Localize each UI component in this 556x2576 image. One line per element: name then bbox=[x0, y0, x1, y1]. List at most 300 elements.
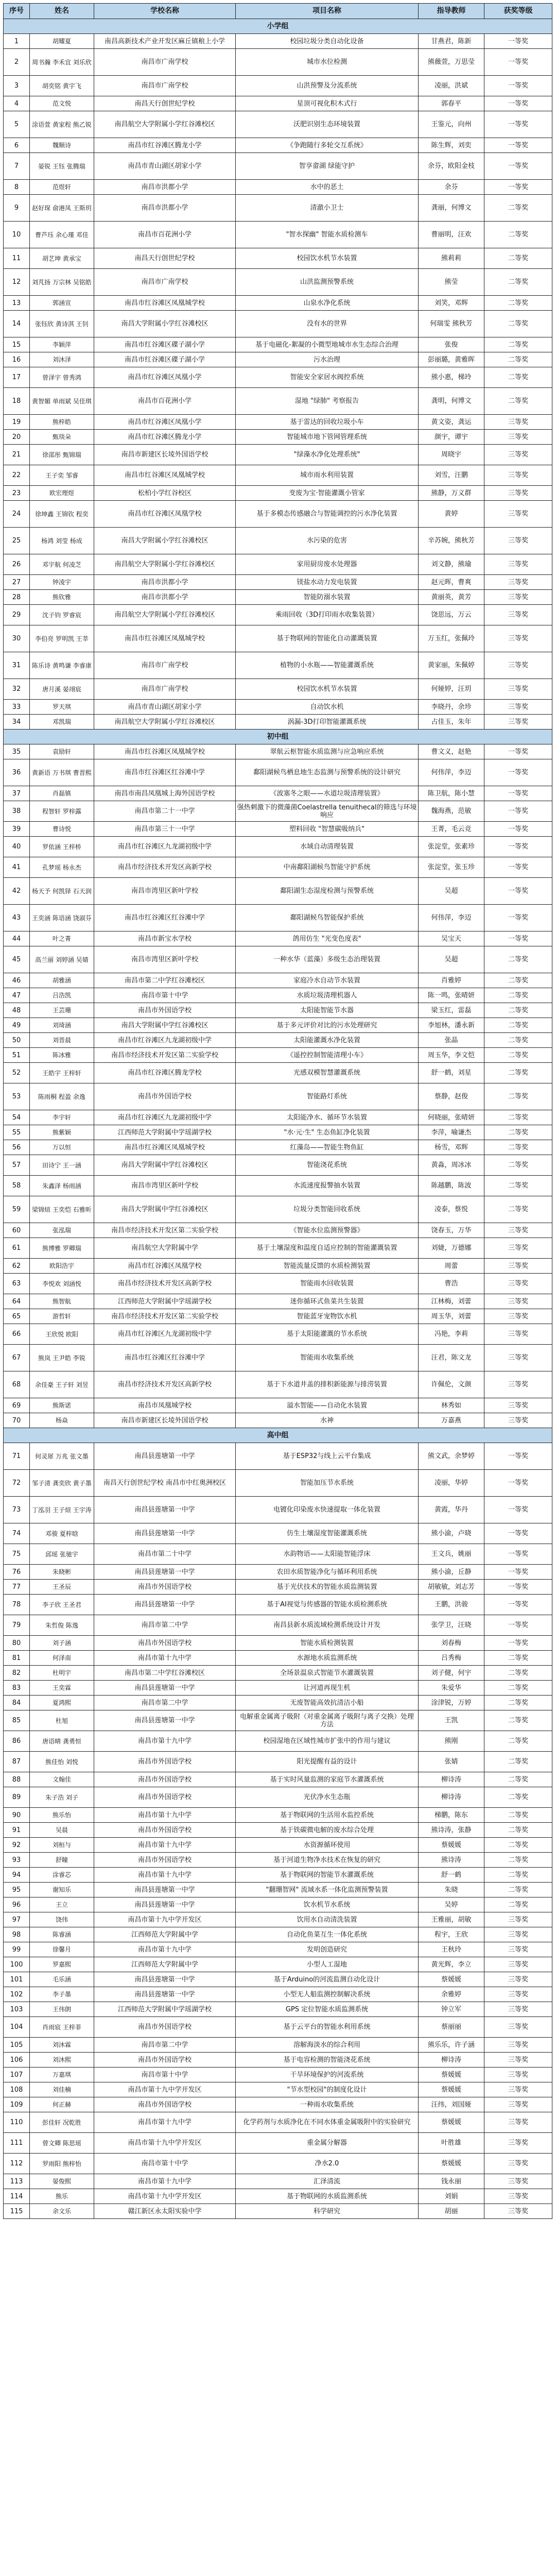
cell-students: 熊紫颖 bbox=[30, 1125, 94, 1140]
cell-project: 基于土壤湿度和温度自适应控制的智能灌溉装置 bbox=[236, 1238, 419, 1259]
cell-teacher: 余芬 bbox=[419, 180, 484, 195]
cell-teacher: 王菁，毛云竞 bbox=[419, 822, 484, 837]
cell-students: 李悦欢 刘涵悦 bbox=[30, 1274, 94, 1294]
cell-award: 三等奖 bbox=[484, 1223, 552, 1238]
cell-school: 南昌航空大学附属小学红谷滩校区 bbox=[94, 715, 236, 730]
cell-students: 肖磊镇 bbox=[30, 786, 94, 801]
cell-school: 南昌天行创世纪学校 bbox=[94, 96, 236, 111]
cell-project: 红藻岛——智能生物鱼缸 bbox=[236, 1140, 419, 1155]
cell-teacher: 熊诗涛 bbox=[419, 1853, 484, 1868]
cell-index: 75 bbox=[4, 1544, 30, 1565]
cell-students: 余文乐 bbox=[30, 2204, 94, 2219]
cell-award: 三等奖 bbox=[484, 1274, 552, 1294]
cell-teacher: 王凯 bbox=[419, 1710, 484, 1731]
cell-project: 智能安全家居水阀控系统 bbox=[236, 367, 419, 388]
cell-project: 太阳能灌溉水净化装置 bbox=[236, 1033, 419, 1048]
cell-school: 南昌市外国语学校 bbox=[94, 1853, 236, 1868]
cell-project: 城市水位检测 bbox=[236, 49, 419, 76]
cell-index: 21 bbox=[4, 445, 30, 465]
cell-school: 南昌市广南学校 bbox=[94, 76, 236, 96]
cell-index: 79 bbox=[4, 1615, 30, 1636]
cell-project: 基于多模态传感融合与智能调控的污水净化装置 bbox=[236, 501, 419, 528]
cell-school: 南昌天行创世纪学校 bbox=[94, 248, 236, 269]
table-row bbox=[4, 2038, 552, 2053]
table-row bbox=[4, 2002, 552, 2017]
cell-project: 无废智能高效抗清洁小船 bbox=[236, 1696, 419, 1710]
cell-teacher: 涂津锐，万婷 bbox=[419, 1696, 484, 1710]
cell-project: 农田水质智能净化与循环利用系统 bbox=[236, 1565, 419, 1580]
cell-index: 52 bbox=[4, 1063, 30, 1083]
cell-teacher: 梁玉红，雷磊 bbox=[419, 1003, 484, 1018]
cell-students: 黄新语 万书琪 曹晋熙 bbox=[30, 759, 94, 786]
cell-school: 南昌市红谷滩区凤凰学校 bbox=[94, 1259, 236, 1274]
cell-students: 欧阳浩宇 bbox=[30, 1259, 94, 1274]
cell-students: 沈子钧 罗睿宸 bbox=[30, 605, 94, 625]
cell-index: 61 bbox=[4, 1238, 30, 1259]
cell-index: 66 bbox=[4, 1324, 30, 1345]
cell-students: 熊梓皓 bbox=[30, 415, 94, 430]
cell-award: 二等奖 bbox=[484, 269, 552, 296]
cell-index: 7 bbox=[4, 153, 30, 180]
cell-project: 校园垃圾分类自动化设备 bbox=[236, 34, 419, 49]
cell-students: 晏俊熙 bbox=[30, 2174, 94, 2189]
cell-award: 三等奖 bbox=[484, 1398, 552, 1413]
cell-students: 文翰佳 bbox=[30, 1772, 94, 1787]
cell-school: 南昌市广南学校 bbox=[94, 269, 236, 296]
cell-project: 强热刺激下的微藻菌Coelastrella tenuithecal的筛选与环境响应 bbox=[236, 801, 419, 822]
cell-project: 《波塞冬之眼——水道垃圾清理装置》 bbox=[236, 786, 419, 801]
header-name: 姓名 bbox=[30, 4, 94, 19]
cell-school: 南昌市红谷滩区腾龙小学 bbox=[94, 430, 236, 445]
table-row bbox=[4, 946, 552, 973]
cell-school: 南昌市青山湖区胡家小学 bbox=[94, 153, 236, 180]
cell-students: 游哲轩 bbox=[30, 1309, 94, 1324]
table-row bbox=[4, 1681, 552, 1696]
cell-teacher: 蔡媛媛 bbox=[419, 2082, 484, 2097]
cell-school: 南昌市广南学校 bbox=[94, 652, 236, 679]
table-row bbox=[4, 138, 552, 153]
cell-project: 基于物联网的智能节水灌溉系统 bbox=[236, 1868, 419, 1883]
cell-project: 智能流量反馈的水质检测装置 bbox=[236, 1259, 419, 1274]
cell-project: 发明创造研究 bbox=[236, 1942, 419, 1957]
cell-teacher: 王秋玲 bbox=[419, 1942, 484, 1957]
cell-award: 一等奖 bbox=[484, 49, 552, 76]
cell-school: 南昌市第十九中学 bbox=[94, 2174, 236, 2189]
cell-project: 全场景温泉式智能节水灌溉装置 bbox=[236, 1666, 419, 1681]
cell-teacher: 熊诗涛，张静 bbox=[419, 1823, 484, 1838]
cell-award: 二等奖 bbox=[484, 1823, 552, 1838]
table-row bbox=[4, 465, 552, 486]
cell-award: 二等奖 bbox=[484, 1140, 552, 1155]
cell-teacher: 余芬，欧阳金枝 bbox=[419, 153, 484, 180]
cell-project: 水神 bbox=[236, 1413, 419, 1428]
cell-index: 44 bbox=[4, 931, 30, 946]
table-row bbox=[4, 1752, 552, 1772]
table-row bbox=[4, 1544, 552, 1565]
cell-teacher: 刘春梅 bbox=[419, 1636, 484, 1651]
cell-project: 基于电容检测的智能浇花系统 bbox=[236, 2053, 419, 2067]
cell-project: 溢水智能——自动化水装置 bbox=[236, 1398, 419, 1413]
table-row bbox=[4, 1787, 552, 1808]
cell-school: 南昌市湾里区新叶学校 bbox=[94, 878, 236, 905]
cell-teacher: 周晓宇 bbox=[419, 445, 484, 465]
cell-award: 三等奖 bbox=[484, 605, 552, 625]
cell-school: 赣江新区永太阳实验中学 bbox=[94, 2204, 236, 2219]
table-row bbox=[4, 352, 552, 367]
cell-teacher: 许佩伦，文颜 bbox=[419, 1371, 484, 1398]
cell-students: 熊岚 王尹皓 李锐 bbox=[30, 1345, 94, 1371]
cell-project: 星顶可视化积木式行 bbox=[236, 96, 419, 111]
cell-project: 中南鄱阳湖候鸟智能守护系统 bbox=[236, 857, 419, 878]
cell-award: 三等奖 bbox=[484, 1927, 552, 1942]
cell-project: GPS 定位智能水质监测系统 bbox=[236, 2002, 419, 2017]
cell-award: 一等奖 bbox=[484, 931, 552, 946]
cell-award: 三等奖 bbox=[484, 625, 552, 652]
cell-school: 南昌市外国语学校 bbox=[94, 1580, 236, 1595]
cell-school: 南昌大学附属小学红谷滩校区 bbox=[94, 311, 236, 337]
cell-project: 溶解海淡水的综合利用 bbox=[236, 2038, 419, 2053]
header-project: 项目名称 bbox=[236, 4, 419, 19]
cell-students: 熊乐怡 bbox=[30, 1808, 94, 1823]
cell-project: 饮水机节水系统 bbox=[236, 1897, 419, 1912]
table-row bbox=[4, 296, 552, 311]
cell-award: 三等奖 bbox=[484, 528, 552, 554]
table-row bbox=[4, 905, 552, 931]
cell-project: 清澈小卫士 bbox=[236, 195, 419, 222]
header-teacher: 指导教师 bbox=[419, 4, 484, 19]
cell-teacher: 刘雪，汪鹏 bbox=[419, 465, 484, 486]
cell-teacher: 何娅婷，汪玥 bbox=[419, 679, 484, 700]
cell-students: 熊斯诺 bbox=[30, 1398, 94, 1413]
table-row bbox=[4, 1083, 552, 1110]
table-row bbox=[4, 1636, 552, 1651]
cell-project: 基于云平台的智能水利用系统 bbox=[236, 2017, 419, 2038]
cell-award: 二等奖 bbox=[484, 1033, 552, 1048]
cell-school: 南昌市湾里区新叶学校 bbox=[94, 1176, 236, 1196]
cell-project: 基于铁碳微电解的废水综合处理 bbox=[236, 1823, 419, 1838]
cell-award: 二等奖 bbox=[484, 988, 552, 1003]
cell-award: 三等奖 bbox=[484, 2017, 552, 2038]
cell-school: 南昌市红谷滩区凤凰城学校 bbox=[94, 465, 236, 486]
cell-project: 智能雨水收集系统 bbox=[236, 1345, 419, 1371]
cell-teacher: 朱爱华 bbox=[419, 1681, 484, 1696]
cell-award: 一等奖 bbox=[484, 1615, 552, 1636]
cell-award: 一等奖 bbox=[484, 786, 552, 801]
cell-index: 36 bbox=[4, 759, 30, 786]
cell-project: 基于Arduino的河流监测自动化设计 bbox=[236, 1972, 419, 1987]
cell-award: 二等奖 bbox=[484, 1787, 552, 1808]
table-row bbox=[4, 1018, 552, 1033]
cell-students: 甄琰朵 bbox=[30, 430, 94, 445]
cell-students: 赵好琛 俞港凤 王斯玥 bbox=[30, 195, 94, 222]
cell-students: 熊钦雅 bbox=[30, 590, 94, 605]
cell-school: 南昌市第十中学 bbox=[94, 2067, 236, 2082]
cell-project: 植物的小水瓶——智能灌溉系统 bbox=[236, 652, 419, 679]
cell-students: 何灵犀 万兆 张文墨 bbox=[30, 1443, 94, 1470]
cell-school: 南昌市外国语学校 bbox=[94, 1787, 236, 1808]
cell-project: 智能路灯系统 bbox=[236, 1083, 419, 1110]
cell-students: 王芸珊 bbox=[30, 1003, 94, 1018]
table-row bbox=[4, 1772, 552, 1787]
cell-teacher: 蔡静，赵俊 bbox=[419, 1083, 484, 1110]
cell-award: 一等奖 bbox=[484, 76, 552, 96]
table-row bbox=[4, 625, 552, 652]
cell-award: 二等奖 bbox=[484, 352, 552, 367]
cell-index: 63 bbox=[4, 1274, 30, 1294]
cell-teacher: 周蕾 bbox=[419, 1259, 484, 1274]
table-row bbox=[4, 1615, 552, 1636]
cell-award: 一等奖 bbox=[484, 96, 552, 111]
cell-school: 南昌市第十九中学 bbox=[94, 1868, 236, 1883]
cell-award: 三等奖 bbox=[484, 2097, 552, 2112]
table-row bbox=[4, 1345, 552, 1371]
cell-school: 南昌县莲塘第一中学 bbox=[94, 1883, 236, 1897]
cell-school: 南昌市外国语学校 bbox=[94, 1823, 236, 1838]
cell-award: 三等奖 bbox=[484, 2133, 552, 2154]
cell-index: 72 bbox=[4, 1470, 30, 1497]
cell-index: 24 bbox=[4, 501, 30, 528]
cell-teacher: 黄丽英，黄芳 bbox=[419, 590, 484, 605]
cell-teacher: 朱晓 bbox=[419, 1883, 484, 1897]
cell-award: 一等奖 bbox=[484, 1544, 552, 1565]
table-row bbox=[4, 2053, 552, 2067]
cell-index: 82 bbox=[4, 1666, 30, 1681]
cell-index: 53 bbox=[4, 1083, 30, 1110]
cell-project: 镁盐水动力发电装置 bbox=[236, 575, 419, 590]
cell-index: 96 bbox=[4, 1897, 30, 1912]
cell-teacher: 何瑞雯 熊秋芳 bbox=[419, 311, 484, 337]
cell-teacher: 刘娟 bbox=[419, 2189, 484, 2204]
cell-index: 39 bbox=[4, 822, 30, 837]
cell-students: 朱晓彬 bbox=[30, 1565, 94, 1580]
cell-index: 100 bbox=[4, 1957, 30, 1972]
cell-students: 罗雨阳 熊梓怡 bbox=[30, 2154, 94, 2174]
cell-project: "水·元·生" 生态鱼缸净化装置 bbox=[236, 1125, 419, 1140]
cell-index: 88 bbox=[4, 1772, 30, 1787]
cell-students: 郭涵宣 bbox=[30, 296, 94, 311]
cell-teacher: 熊小渝，卢晓 bbox=[419, 1523, 484, 1544]
cell-index: 67 bbox=[4, 1345, 30, 1371]
table-row bbox=[4, 1883, 552, 1897]
cell-index: 51 bbox=[4, 1048, 30, 1063]
cell-award: 三等奖 bbox=[484, 430, 552, 445]
cell-students: 梁锦煊 王奕恺 石雅昕 bbox=[30, 1196, 94, 1223]
table-row bbox=[4, 1294, 552, 1309]
cell-teacher: 肖雅婷 bbox=[419, 973, 484, 988]
table-row bbox=[4, 1259, 552, 1274]
cell-index: 28 bbox=[4, 590, 30, 605]
cell-award: 三等奖 bbox=[484, 1912, 552, 1927]
cell-school: 南昌县莲塘第一中学 bbox=[94, 1595, 236, 1615]
cell-index: 3 bbox=[4, 76, 30, 96]
cell-index: 22 bbox=[4, 465, 30, 486]
cell-index: 103 bbox=[4, 2002, 30, 2017]
cell-students: 徐坤鑫 王锦钦 程奕 bbox=[30, 501, 94, 528]
table-row bbox=[4, 715, 552, 730]
cell-index: 105 bbox=[4, 2038, 30, 2053]
cell-award: 三等奖 bbox=[484, 1987, 552, 2002]
cell-students: 肖雨宸 王梓菲 bbox=[30, 2017, 94, 2038]
cell-school: 南昌大学附属小学红谷滩校区 bbox=[94, 528, 236, 554]
cell-index: 78 bbox=[4, 1595, 30, 1615]
table-row bbox=[4, 1398, 552, 1413]
cell-index: 8 bbox=[4, 180, 30, 195]
cell-students: 涂睿芯 bbox=[30, 1868, 94, 1883]
cell-index: 46 bbox=[4, 973, 30, 988]
header-index: 序号 bbox=[4, 4, 30, 19]
cell-award: 二等奖 bbox=[484, 1752, 552, 1772]
cell-project: 水质垃圾清理机器人 bbox=[236, 988, 419, 1003]
cell-school: 南昌市红谷滩区九龙湖初级中学 bbox=[94, 1110, 236, 1125]
cell-teacher: 汪纬，刘国娅 bbox=[419, 2097, 484, 2112]
cell-index: 65 bbox=[4, 1309, 30, 1324]
table-row bbox=[4, 1987, 552, 2002]
cell-index: 76 bbox=[4, 1565, 30, 1580]
cell-project: 智能浇花系统 bbox=[236, 1155, 419, 1176]
cell-project: 自动化鱼菜互生一体化系统 bbox=[236, 1927, 419, 1942]
cell-school: 南昌市青山湖区胡家小学 bbox=[94, 700, 236, 715]
table-row bbox=[4, 1033, 552, 1048]
cell-award: 三等奖 bbox=[484, 445, 552, 465]
table-row bbox=[4, 501, 552, 528]
cell-project: 《遥控控制智能清理小车》 bbox=[236, 1048, 419, 1063]
cell-students: 唐月溪 晏翊宸 bbox=[30, 679, 94, 700]
cell-teacher: 冯艳，李莉 bbox=[419, 1324, 484, 1345]
table-row bbox=[4, 430, 552, 445]
cell-project: 《争跑随行多轮交互系统》 bbox=[236, 138, 419, 153]
cell-project: 科学研究 bbox=[236, 2204, 419, 2219]
cell-students: 谢知乐 bbox=[30, 1883, 94, 1897]
cell-award: 二等奖 bbox=[484, 1838, 552, 1853]
cell-students: 王立 bbox=[30, 1897, 94, 1912]
cell-school: 南昌市第二中学 bbox=[94, 2038, 236, 2053]
cell-index: 98 bbox=[4, 1927, 30, 1942]
table-row bbox=[4, 1274, 552, 1294]
cell-teacher: 王雅丽，胡敏 bbox=[419, 1912, 484, 1927]
cell-award: 三等奖 bbox=[484, 1972, 552, 1987]
cell-index: 102 bbox=[4, 1987, 30, 2002]
cell-project: 基于物联网的智能化自动灌溉装置 bbox=[236, 625, 419, 652]
table-row bbox=[4, 1957, 552, 1972]
cell-students: 胡耀夏 bbox=[30, 34, 94, 49]
cell-award: 二等奖 bbox=[484, 195, 552, 222]
cell-school: 南昌市第十九中学 bbox=[94, 1942, 236, 1957]
cell-teacher: 万玉红，张佩玲 bbox=[419, 625, 484, 652]
cell-index: 41 bbox=[4, 857, 30, 878]
cell-index: 108 bbox=[4, 2082, 30, 2097]
cell-award: 三等奖 bbox=[484, 1942, 552, 1957]
cell-award: 一等奖 bbox=[484, 1470, 552, 1497]
cell-school: 南昌市红谷滩区凤凰城学校 bbox=[94, 1140, 236, 1155]
cell-school: 南昌市百花洲小学 bbox=[94, 222, 236, 248]
cell-project: 光感双模智慧灌溉系统 bbox=[236, 1063, 419, 1083]
cell-students: 叶之菁 bbox=[30, 931, 94, 946]
cell-school: 南昌县莲塘第一中学 bbox=[94, 1681, 236, 1696]
table-row bbox=[4, 1238, 552, 1259]
cell-index: 54 bbox=[4, 1110, 30, 1125]
cell-award: 二等奖 bbox=[484, 1048, 552, 1063]
cell-project: 基于河道生物净水技术在恢复的研究 bbox=[236, 1853, 419, 1868]
table-row bbox=[4, 96, 552, 111]
cell-school: 南昌市红谷滩区碟子湖小学 bbox=[94, 352, 236, 367]
cell-teacher: 江林梅，刘蕾 bbox=[419, 1294, 484, 1309]
cell-students: 邓凯瑞 bbox=[30, 715, 94, 730]
cell-award: 二等奖 bbox=[484, 222, 552, 248]
cell-school: 南昌市第十中学 bbox=[94, 988, 236, 1003]
cell-project: 太阳能智能节水器 bbox=[236, 1003, 419, 1018]
cell-school: 南昌市第二中学红谷滩校区 bbox=[94, 973, 236, 988]
table-row bbox=[4, 1110, 552, 1125]
cell-school: 南昌市第二中学红谷滩校区 bbox=[94, 1666, 236, 1681]
cell-index: 38 bbox=[4, 801, 30, 822]
cell-award: 三等奖 bbox=[484, 590, 552, 605]
cell-school: 南昌县莲塘第一中学 bbox=[94, 1565, 236, 1580]
cell-students: 刘沐霖 bbox=[30, 2038, 94, 2053]
cell-school: 南昌市第二十中学 bbox=[94, 1544, 236, 1565]
cell-award: 三等奖 bbox=[484, 1371, 552, 1398]
table-row bbox=[4, 2174, 552, 2189]
table-row bbox=[4, 111, 552, 138]
cell-school: 南昌市第二十一中学 bbox=[94, 801, 236, 822]
cell-school: 江西师范大学附属中学瑶湖学校 bbox=[94, 2002, 236, 2017]
cell-teacher: 李萍，喻谦杰 bbox=[419, 1125, 484, 1140]
table-row bbox=[4, 76, 552, 96]
cell-project: 基于太阳能灌溉的节水系统 bbox=[236, 1324, 419, 1345]
table-row bbox=[4, 590, 552, 605]
cell-award: 二等奖 bbox=[484, 388, 552, 415]
cell-teacher: 蔡媛媛 bbox=[419, 2154, 484, 2174]
cell-teacher: 张俊 bbox=[419, 337, 484, 352]
cell-project: 山洪预警及分流系统 bbox=[236, 76, 419, 96]
table-row bbox=[4, 575, 552, 590]
cell-index: 89 bbox=[4, 1787, 30, 1808]
table-row bbox=[4, 1868, 552, 1883]
cell-teacher: 李旭林，潘永新 bbox=[419, 1018, 484, 1033]
cell-school: 南昌县莲塘第一中学 bbox=[94, 1972, 236, 1987]
cell-teacher: 赵元晖，曹爽 bbox=[419, 575, 484, 590]
cell-index: 110 bbox=[4, 2112, 30, 2133]
cell-school: 南昌市红谷滩区凤凰城学校 bbox=[94, 625, 236, 652]
cell-award: 三等奖 bbox=[484, 2204, 552, 2219]
cell-students: 饶伟 bbox=[30, 1912, 94, 1927]
table-row bbox=[4, 1413, 552, 1428]
cell-project: 智能蓝牙宠物饮水机 bbox=[236, 1309, 419, 1324]
cell-project: 基于下水道井盖的排积新能源与排涝装置 bbox=[236, 1371, 419, 1398]
cell-project: 水源地水质监测系统 bbox=[236, 1651, 419, 1666]
cell-index: 37 bbox=[4, 786, 30, 801]
cell-index: 107 bbox=[4, 2067, 30, 2082]
cell-index: 84 bbox=[4, 1696, 30, 1710]
table-row bbox=[4, 1666, 552, 1681]
cell-project: 智能加压节水系统 bbox=[236, 1470, 419, 1497]
cell-students: 万以恒 bbox=[30, 1140, 94, 1155]
table-row bbox=[4, 988, 552, 1003]
table-row bbox=[4, 311, 552, 337]
cell-award: 三等奖 bbox=[484, 1294, 552, 1309]
cell-index: 20 bbox=[4, 430, 30, 445]
cell-teacher: 熊文武，余梦婷 bbox=[419, 1443, 484, 1470]
cell-teacher: 魏海燕，范敏 bbox=[419, 801, 484, 822]
cell-school: 南昌市第十中学 bbox=[94, 2154, 236, 2174]
cell-index: 114 bbox=[4, 2189, 30, 2204]
section-title: 初中组 bbox=[4, 730, 552, 744]
cell-school: 南昌市外国语学校 bbox=[94, 2017, 236, 2038]
cell-school: 南昌大学附属中学红谷滩校区 bbox=[94, 1155, 236, 1176]
cell-award: 二等奖 bbox=[484, 1772, 552, 1787]
cell-award: 三等奖 bbox=[484, 1413, 552, 1428]
table-row bbox=[4, 1176, 552, 1196]
cell-school: 南昌市经济技术开发区高新学校 bbox=[94, 1274, 236, 1294]
